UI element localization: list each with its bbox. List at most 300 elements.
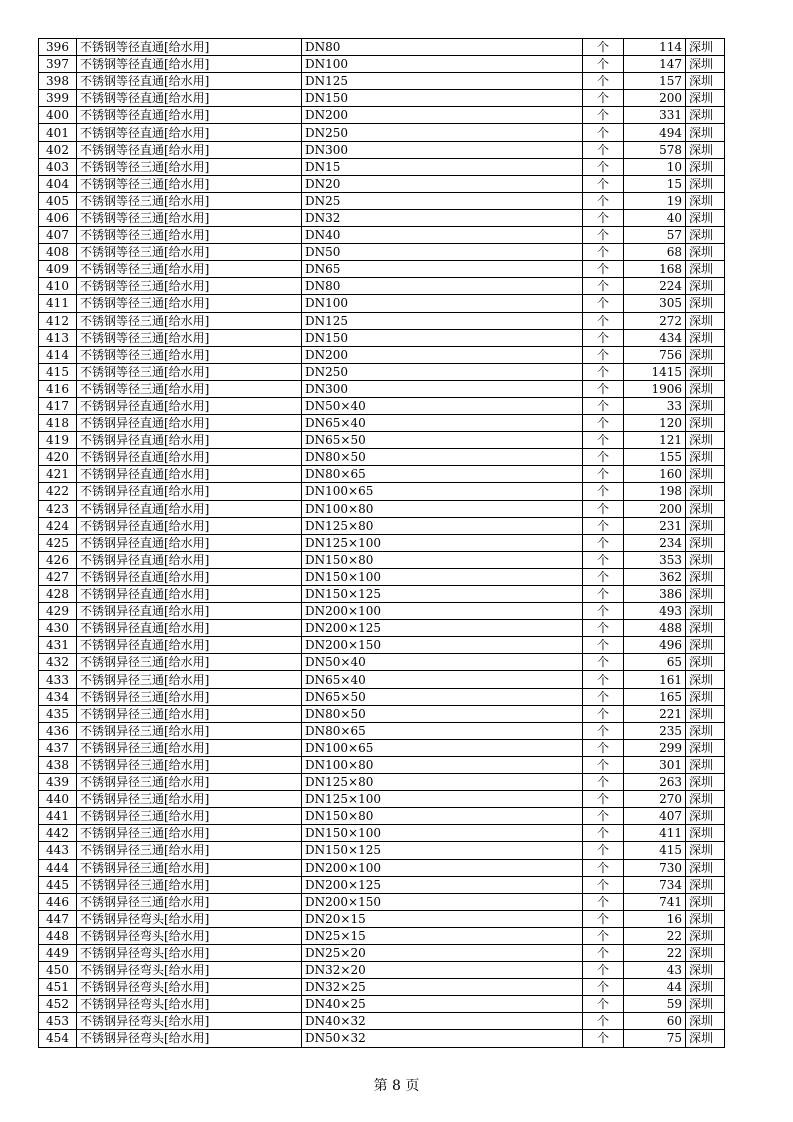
cell-item-name: 不锈钢异径直通[给水用] — [77, 483, 302, 500]
cell-region: 深圳 — [686, 979, 725, 996]
cell-region: 深圳 — [686, 175, 725, 192]
cell-item-name: 不锈钢异径直通[给水用] — [77, 466, 302, 483]
table-row — [39, 944, 725, 961]
cell-price: 59 — [624, 996, 686, 1013]
cell-region: 深圳 — [686, 876, 725, 893]
cell-specification: DN32 — [302, 209, 583, 226]
cell-item-number: 422 — [39, 483, 77, 500]
cell-price: 157 — [624, 73, 686, 90]
cell-item-number: 412 — [39, 312, 77, 329]
cell-region: 深圳 — [686, 996, 725, 1013]
cell-specification: DN200 — [302, 346, 583, 363]
cell-specification: DN150×100 — [302, 825, 583, 842]
cell-specification: DN65 — [302, 261, 583, 278]
cell-price: 155 — [624, 449, 686, 466]
cell-price: 407 — [624, 808, 686, 825]
cell-item-number: 397 — [39, 56, 77, 73]
cell-item-number: 414 — [39, 346, 77, 363]
cell-price: 231 — [624, 517, 686, 534]
cell-item-name: 不锈钢等径直通[给水用] — [77, 73, 302, 90]
cell-unit: 个 — [583, 534, 624, 551]
cell-unit: 个 — [583, 397, 624, 414]
cell-price: 730 — [624, 859, 686, 876]
cell-specification: DN125×80 — [302, 517, 583, 534]
cell-item-name: 不锈钢异径直通[给水用] — [77, 500, 302, 517]
page-number: 第 8 页 — [373, 1078, 420, 1094]
cell-item-name: 不锈钢异径直通[给水用] — [77, 432, 302, 449]
cell-item-number: 401 — [39, 124, 77, 141]
cell-region: 深圳 — [686, 568, 725, 585]
cell-price: 270 — [624, 791, 686, 808]
cell-price: 488 — [624, 620, 686, 637]
table-row — [39, 312, 725, 329]
cell-region: 深圳 — [686, 415, 725, 432]
cell-item-number: 400 — [39, 107, 77, 124]
cell-unit: 个 — [583, 329, 624, 346]
cell-item-name: 不锈钢异径三通[给水用] — [77, 654, 302, 671]
cell-price: 221 — [624, 705, 686, 722]
cell-item-number: 452 — [39, 996, 77, 1013]
cell-specification: DN150×80 — [302, 551, 583, 568]
cell-unit: 个 — [583, 859, 624, 876]
cell-price: 19 — [624, 192, 686, 209]
cell-region: 深圳 — [686, 261, 725, 278]
cell-price: 741 — [624, 893, 686, 910]
table-row — [39, 124, 725, 141]
cell-item-name: 不锈钢等径直通[给水用] — [77, 107, 302, 124]
cell-unit: 个 — [583, 432, 624, 449]
cell-item-name: 不锈钢异径三通[给水用] — [77, 756, 302, 773]
cell-region: 深圳 — [686, 688, 725, 705]
cell-item-name: 不锈钢等径直通[给水用] — [77, 56, 302, 73]
cell-unit: 个 — [583, 158, 624, 175]
table-row — [39, 73, 725, 90]
cell-specification: DN80×65 — [302, 466, 583, 483]
cell-price: 263 — [624, 774, 686, 791]
cell-item-name: 不锈钢等径三通[给水用] — [77, 227, 302, 244]
cell-region: 深圳 — [686, 432, 725, 449]
cell-item-number: 423 — [39, 500, 77, 517]
cell-item-number: 415 — [39, 363, 77, 380]
cell-item-number: 445 — [39, 876, 77, 893]
cell-price: 301 — [624, 756, 686, 773]
cell-region: 深圳 — [686, 808, 725, 825]
cell-item-name: 不锈钢异径直通[给水用] — [77, 517, 302, 534]
cell-unit: 个 — [583, 312, 624, 329]
cell-item-number: 419 — [39, 432, 77, 449]
cell-region: 深圳 — [686, 842, 725, 859]
cell-item-name: 不锈钢等径三通[给水用] — [77, 261, 302, 278]
cell-item-name: 不锈钢异径三通[给水用] — [77, 774, 302, 791]
cell-item-name: 不锈钢异径直通[给水用] — [77, 415, 302, 432]
cell-specification: DN100×80 — [302, 756, 583, 773]
cell-item-number: 396 — [39, 39, 77, 56]
cell-region: 深圳 — [686, 825, 725, 842]
table-row — [39, 774, 725, 791]
cell-unit: 个 — [583, 363, 624, 380]
cell-item-number: 403 — [39, 158, 77, 175]
cell-unit: 个 — [583, 603, 624, 620]
cell-specification: DN200×125 — [302, 876, 583, 893]
cell-specification: DN65×40 — [302, 671, 583, 688]
cell-price: 235 — [624, 722, 686, 739]
cell-specification: DN100 — [302, 295, 583, 312]
cell-item-name: 不锈钢异径直通[给水用] — [77, 586, 302, 603]
cell-unit: 个 — [583, 586, 624, 603]
cell-item-number: 408 — [39, 244, 77, 261]
cell-item-number: 442 — [39, 825, 77, 842]
cell-price: 198 — [624, 483, 686, 500]
cell-specification: DN40×32 — [302, 1013, 583, 1030]
cell-unit: 个 — [583, 568, 624, 585]
cell-unit: 个 — [583, 688, 624, 705]
cell-unit: 个 — [583, 227, 624, 244]
table-row — [39, 722, 725, 739]
cell-specification: DN50×40 — [302, 397, 583, 414]
table-row — [39, 603, 725, 620]
cell-unit: 个 — [583, 893, 624, 910]
table-row — [39, 568, 725, 585]
cell-item-number: 446 — [39, 893, 77, 910]
cell-region: 深圳 — [686, 705, 725, 722]
cell-specification: DN200 — [302, 107, 583, 124]
cell-price: 22 — [624, 927, 686, 944]
cell-unit: 个 — [583, 175, 624, 192]
cell-specification: DN50 — [302, 244, 583, 261]
cell-region: 深圳 — [686, 962, 725, 979]
cell-region: 深圳 — [686, 244, 725, 261]
cell-price: 331 — [624, 107, 686, 124]
cell-price: 114 — [624, 39, 686, 56]
cell-region: 深圳 — [686, 910, 725, 927]
cell-price: 68 — [624, 244, 686, 261]
table-row — [39, 56, 725, 73]
table-row — [39, 671, 725, 688]
cell-unit: 个 — [583, 722, 624, 739]
cell-unit: 个 — [583, 1013, 624, 1030]
cell-region: 深圳 — [686, 363, 725, 380]
cell-specification: DN25 — [302, 192, 583, 209]
cell-item-name: 不锈钢等径三通[给水用] — [77, 278, 302, 295]
cell-region: 深圳 — [686, 483, 725, 500]
cell-item-name: 不锈钢异径直通[给水用] — [77, 397, 302, 414]
cell-region: 深圳 — [686, 603, 725, 620]
table-row — [39, 637, 725, 654]
cell-region: 深圳 — [686, 620, 725, 637]
cell-item-number: 418 — [39, 415, 77, 432]
cell-region: 深圳 — [686, 141, 725, 158]
cell-region: 深圳 — [686, 722, 725, 739]
cell-unit: 个 — [583, 774, 624, 791]
cell-region: 深圳 — [686, 859, 725, 876]
cell-price: 386 — [624, 586, 686, 603]
table-row — [39, 449, 725, 466]
table-row — [39, 175, 725, 192]
cell-item-name: 不锈钢异径三通[给水用] — [77, 722, 302, 739]
table-row — [39, 295, 725, 312]
cell-region: 深圳 — [686, 449, 725, 466]
cell-price: 494 — [624, 124, 686, 141]
cell-item-number: 443 — [39, 842, 77, 859]
cell-item-number: 433 — [39, 671, 77, 688]
cell-item-name: 不锈钢等径直通[给水用] — [77, 90, 302, 107]
cell-specification: DN25×15 — [302, 927, 583, 944]
cell-item-name: 不锈钢异径三通[给水用] — [77, 705, 302, 722]
cell-specification: DN200×150 — [302, 893, 583, 910]
cell-price: 10 — [624, 158, 686, 175]
cell-price: 496 — [624, 637, 686, 654]
cell-item-name: 不锈钢等径三通[给水用] — [77, 295, 302, 312]
cell-unit: 个 — [583, 466, 624, 483]
cell-unit: 个 — [583, 551, 624, 568]
cell-unit: 个 — [583, 962, 624, 979]
cell-item-name: 不锈钢等径直通[给水用] — [77, 141, 302, 158]
cell-item-number: 435 — [39, 705, 77, 722]
table-row — [39, 329, 725, 346]
cell-item-number: 429 — [39, 603, 77, 620]
cell-item-name: 不锈钢异径弯头[给水用] — [77, 1013, 302, 1030]
cell-price: 224 — [624, 278, 686, 295]
table-row — [39, 380, 725, 397]
cell-price: 22 — [624, 944, 686, 961]
cell-region: 深圳 — [686, 534, 725, 551]
cell-item-name: 不锈钢等径三通[给水用] — [77, 312, 302, 329]
cell-specification: DN40 — [302, 227, 583, 244]
cell-unit: 个 — [583, 671, 624, 688]
cell-item-name: 不锈钢异径直通[给水用] — [77, 620, 302, 637]
table-row — [39, 842, 725, 859]
cell-specification: DN125×80 — [302, 774, 583, 791]
cell-item-number: 406 — [39, 209, 77, 226]
cell-unit: 个 — [583, 979, 624, 996]
cell-specification: DN25×20 — [302, 944, 583, 961]
cell-unit: 个 — [583, 261, 624, 278]
cell-region: 深圳 — [686, 551, 725, 568]
cell-region: 深圳 — [686, 312, 725, 329]
cell-price: 434 — [624, 329, 686, 346]
cell-item-number: 426 — [39, 551, 77, 568]
cell-specification: DN150 — [302, 90, 583, 107]
cell-unit: 个 — [583, 346, 624, 363]
cell-item-name: 不锈钢异径三通[给水用] — [77, 842, 302, 859]
cell-region: 深圳 — [686, 927, 725, 944]
cell-item-number: 411 — [39, 295, 77, 312]
cell-region: 深圳 — [686, 346, 725, 363]
cell-price: 200 — [624, 90, 686, 107]
cell-unit: 个 — [583, 756, 624, 773]
cell-price: 353 — [624, 551, 686, 568]
cell-unit: 个 — [583, 808, 624, 825]
cell-unit: 个 — [583, 996, 624, 1013]
cell-specification: DN50×32 — [302, 1030, 583, 1047]
table-row — [39, 158, 725, 175]
cell-specification: DN250 — [302, 124, 583, 141]
cell-specification: DN80×50 — [302, 705, 583, 722]
cell-item-number: 437 — [39, 739, 77, 756]
cell-item-number: 432 — [39, 654, 77, 671]
cell-specification: DN100×80 — [302, 500, 583, 517]
cell-unit: 个 — [583, 415, 624, 432]
cell-price: 57 — [624, 227, 686, 244]
cell-unit: 个 — [583, 56, 624, 73]
cell-price: 160 — [624, 466, 686, 483]
table-row — [39, 927, 725, 944]
table-row — [39, 363, 725, 380]
cell-unit: 个 — [583, 141, 624, 158]
cell-item-name: 不锈钢异径直通[给水用] — [77, 534, 302, 551]
cell-specification: DN15 — [302, 158, 583, 175]
cell-item-name: 不锈钢等径三通[给水用] — [77, 158, 302, 175]
cell-region: 深圳 — [686, 654, 725, 671]
cell-unit: 个 — [583, 209, 624, 226]
cell-unit: 个 — [583, 1030, 624, 1047]
table-row — [39, 483, 725, 500]
cell-item-name: 不锈钢异径弯头[给水用] — [77, 996, 302, 1013]
cell-item-name: 不锈钢异径弯头[给水用] — [77, 944, 302, 961]
cell-item-name: 不锈钢异径三通[给水用] — [77, 791, 302, 808]
table-row — [39, 910, 725, 927]
cell-unit: 个 — [583, 705, 624, 722]
table-row — [39, 39, 725, 56]
cell-specification: DN125×100 — [302, 534, 583, 551]
cell-item-number: 444 — [39, 859, 77, 876]
cell-unit: 个 — [583, 73, 624, 90]
cell-specification: DN200×100 — [302, 859, 583, 876]
table-row — [39, 876, 725, 893]
cell-price: 415 — [624, 842, 686, 859]
cell-region: 深圳 — [686, 39, 725, 56]
cell-specification: DN100×65 — [302, 483, 583, 500]
table-row — [39, 534, 725, 551]
cell-price: 493 — [624, 603, 686, 620]
cell-item-number: 416 — [39, 380, 77, 397]
cell-unit: 个 — [583, 483, 624, 500]
cell-item-number: 436 — [39, 722, 77, 739]
cell-item-name: 不锈钢异径三通[给水用] — [77, 876, 302, 893]
cell-region: 深圳 — [686, 124, 725, 141]
cell-item-name: 不锈钢等径三通[给水用] — [77, 363, 302, 380]
cell-region: 深圳 — [686, 517, 725, 534]
cell-item-name: 不锈钢异径直通[给水用] — [77, 449, 302, 466]
cell-region: 深圳 — [686, 380, 725, 397]
cell-item-number: 447 — [39, 910, 77, 927]
table-row — [39, 500, 725, 517]
cell-specification: DN80 — [302, 278, 583, 295]
cell-item-name: 不锈钢异径三通[给水用] — [77, 739, 302, 756]
table-row — [39, 1030, 725, 1047]
cell-specification: DN65×50 — [302, 688, 583, 705]
cell-unit: 个 — [583, 739, 624, 756]
table-row — [39, 551, 725, 568]
cell-specification: DN150 — [302, 329, 583, 346]
cell-unit: 个 — [583, 295, 624, 312]
table-row — [39, 688, 725, 705]
cell-item-name: 不锈钢等径直通[给水用] — [77, 39, 302, 56]
cell-region: 深圳 — [686, 209, 725, 226]
cell-item-number: 441 — [39, 808, 77, 825]
cell-region: 深圳 — [686, 1030, 725, 1047]
cell-price: 75 — [624, 1030, 686, 1047]
cell-item-number: 434 — [39, 688, 77, 705]
cell-item-name: 不锈钢等径三通[给水用] — [77, 175, 302, 192]
cell-specification: DN250 — [302, 363, 583, 380]
cell-region: 深圳 — [686, 73, 725, 90]
table-row — [39, 756, 725, 773]
cell-item-number: 427 — [39, 568, 77, 585]
cell-item-number: 405 — [39, 192, 77, 209]
cell-price: 161 — [624, 671, 686, 688]
cell-item-number: 428 — [39, 586, 77, 603]
cell-item-name: 不锈钢等径三通[给水用] — [77, 346, 302, 363]
cell-item-name: 不锈钢异径直通[给水用] — [77, 551, 302, 568]
cell-specification: DN125×100 — [302, 791, 583, 808]
cell-price: 362 — [624, 568, 686, 585]
cell-region: 深圳 — [686, 756, 725, 773]
cell-price: 40 — [624, 209, 686, 226]
cell-unit: 个 — [583, 910, 624, 927]
cell-item-name: 不锈钢等径三通[给水用] — [77, 380, 302, 397]
cell-unit: 个 — [583, 380, 624, 397]
cell-price: 121 — [624, 432, 686, 449]
cell-item-number: 450 — [39, 962, 77, 979]
cell-region: 深圳 — [686, 893, 725, 910]
cell-item-name: 不锈钢异径弯头[给水用] — [77, 962, 302, 979]
cell-unit: 个 — [583, 637, 624, 654]
table-row — [39, 1013, 725, 1030]
table-row — [39, 227, 725, 244]
cell-item-name: 不锈钢等径三通[给水用] — [77, 244, 302, 261]
cell-item-number: 413 — [39, 329, 77, 346]
cell-price: 147 — [624, 56, 686, 73]
cell-specification: DN100×65 — [302, 739, 583, 756]
cell-item-number: 425 — [39, 534, 77, 551]
cell-region: 深圳 — [686, 500, 725, 517]
table-row — [39, 415, 725, 432]
table-row — [39, 346, 725, 363]
cell-price: 33 — [624, 397, 686, 414]
cell-item-number: 402 — [39, 141, 77, 158]
table-row — [39, 107, 725, 124]
cell-region: 深圳 — [686, 278, 725, 295]
table-row — [39, 996, 725, 1013]
cell-price: 44 — [624, 979, 686, 996]
table-row — [39, 192, 725, 209]
cell-item-number: 438 — [39, 756, 77, 773]
cell-unit: 个 — [583, 124, 624, 141]
cell-price: 43 — [624, 962, 686, 979]
cell-item-number: 430 — [39, 620, 77, 637]
cell-region: 深圳 — [686, 1013, 725, 1030]
cell-specification: DN150×125 — [302, 842, 583, 859]
table-row — [39, 825, 725, 842]
cell-region: 深圳 — [686, 586, 725, 603]
cell-unit: 个 — [583, 449, 624, 466]
cell-item-name: 不锈钢异径三通[给水用] — [77, 808, 302, 825]
cell-item-name: 不锈钢等径三通[给水用] — [77, 329, 302, 346]
cell-unit: 个 — [583, 825, 624, 842]
cell-item-name: 不锈钢等径三通[给水用] — [77, 192, 302, 209]
cell-specification: DN32×25 — [302, 979, 583, 996]
cell-specification: DN20 — [302, 175, 583, 192]
cell-price: 234 — [624, 534, 686, 551]
table-row — [39, 808, 725, 825]
cell-specification: DN300 — [302, 380, 583, 397]
cell-item-number: 440 — [39, 791, 77, 808]
cell-region: 深圳 — [686, 227, 725, 244]
cell-specification: DN200×100 — [302, 603, 583, 620]
cell-region: 深圳 — [686, 56, 725, 73]
cell-item-name: 不锈钢异径直通[给水用] — [77, 568, 302, 585]
